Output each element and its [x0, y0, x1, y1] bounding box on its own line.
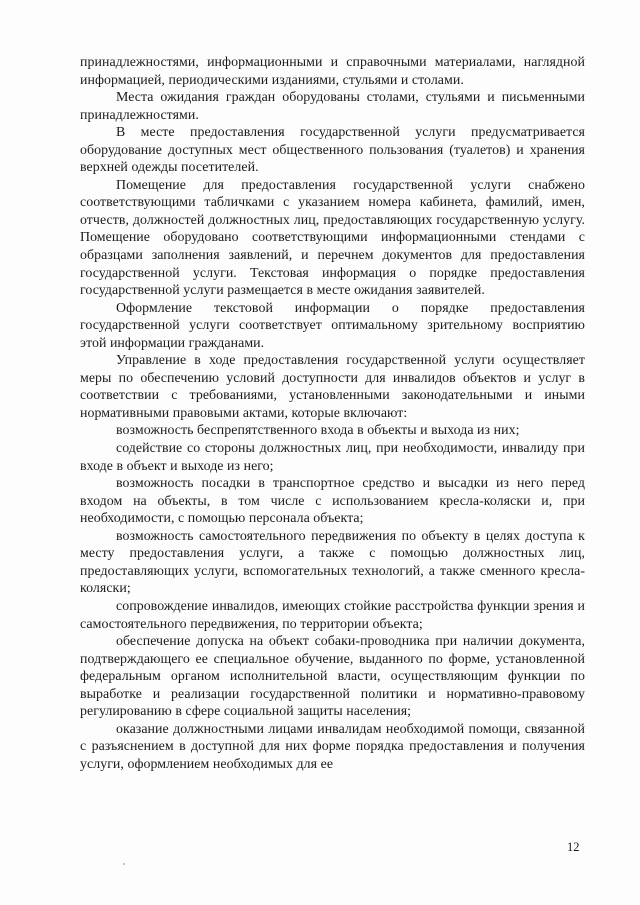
page-number: 12 — [567, 840, 580, 854]
paragraph-text-formatting: Оформление текстовой информации о порядке предоставления государственной услуги соответствует оптимальному зрительному восприятию этой информации гражданами. — [80, 300, 585, 351]
scan-speck — [123, 863, 125, 865]
paragraph-public-facilities: В месте предоставления государственной услуги предусматривается оборудование доступных мест общественного пользования (туалетов) и хранения верхней одежды посетителей. — [80, 125, 585, 176]
list-item-entry-exit: возможность беспрепятственного входа в объекты и выхода из них; — [116, 423, 520, 439]
list-item-independent-movement: возможность самостоятельного передвижения по объекту в целях доступа к месту предоставления услуги, а также с помощью должностных лиц, предоставляющих услуги, вспомогательных технологий, а также сменного кресла-коляски; — [80, 528, 585, 597]
paragraph-continuation: принадлежностями, информационными и справочными материалами, наглядной информацией, периодическими изданиями, стульями и столами. — [80, 55, 585, 88]
paragraph-accessibility-measures: Управление в ходе предоставления государственной услуги осуществляет меры по обеспечению условий доступности для инвалидов объектов и услуг в соответствии с требованиями, установленными законодательными и иными нормативными правовыми актами, которые включают: — [80, 353, 585, 421]
list-item-guide-dog: обеспечение допуска на объект собаки-проводника при наличии документа, подтверждающего ее специальное обучение, выданного по форме, установленной федеральным органом исполнительной власти, осуществляющим функции по выработке и реализации государственной политики и нормативно-правовому регулированию в сфере социальной защиты населения; — [80, 634, 585, 720]
list-item-staff-help: оказание должностными лицами инвалидам необходимой помощи, связанной с разъяснением в доступной для них форме порядка предоставления и получения услуги, оформлением необходимых для ее — [80, 721, 585, 772]
list-item-escort: сопровождение инвалидов, имеющих стойкие расстройства функции зрения и самостоятельного передвижения, по территории объекта; — [80, 598, 585, 632]
paragraph-premises-signage: Помещение для предоставления государственной услуги снабжено соответствующими табличками с указанием номера кабинета, фамилий, имен, отчеств, должностей должностных лиц, предоставляющих государственную услугу. Помещение оборудовано соответствующими информационными стендами с образцами заполнения заявлений, и перечнем документов для предоставления государственной услуги. Текстовая информация о порядке предоставления государственной услуги размещается в месте ожидания заявителей. — [80, 177, 585, 299]
list-item-transport-boarding: возможность посадки в транспортное средство и высадки из него перед входом на объекты, в том числе с использованием кресла-коляски и, при необходимости, с помощью персонала объекта; — [80, 476, 585, 527]
document-body — [80, 54, 585, 773]
paragraph-waiting-areas: Места ожидания граждан оборудованы столами, стульями и письменными принадлежностями. — [80, 90, 585, 123]
list-item-staff-assistance: содействие со стороны должностных лиц, при необходимости, инвалиду при входе в объект и выходе из него; — [80, 441, 585, 474]
